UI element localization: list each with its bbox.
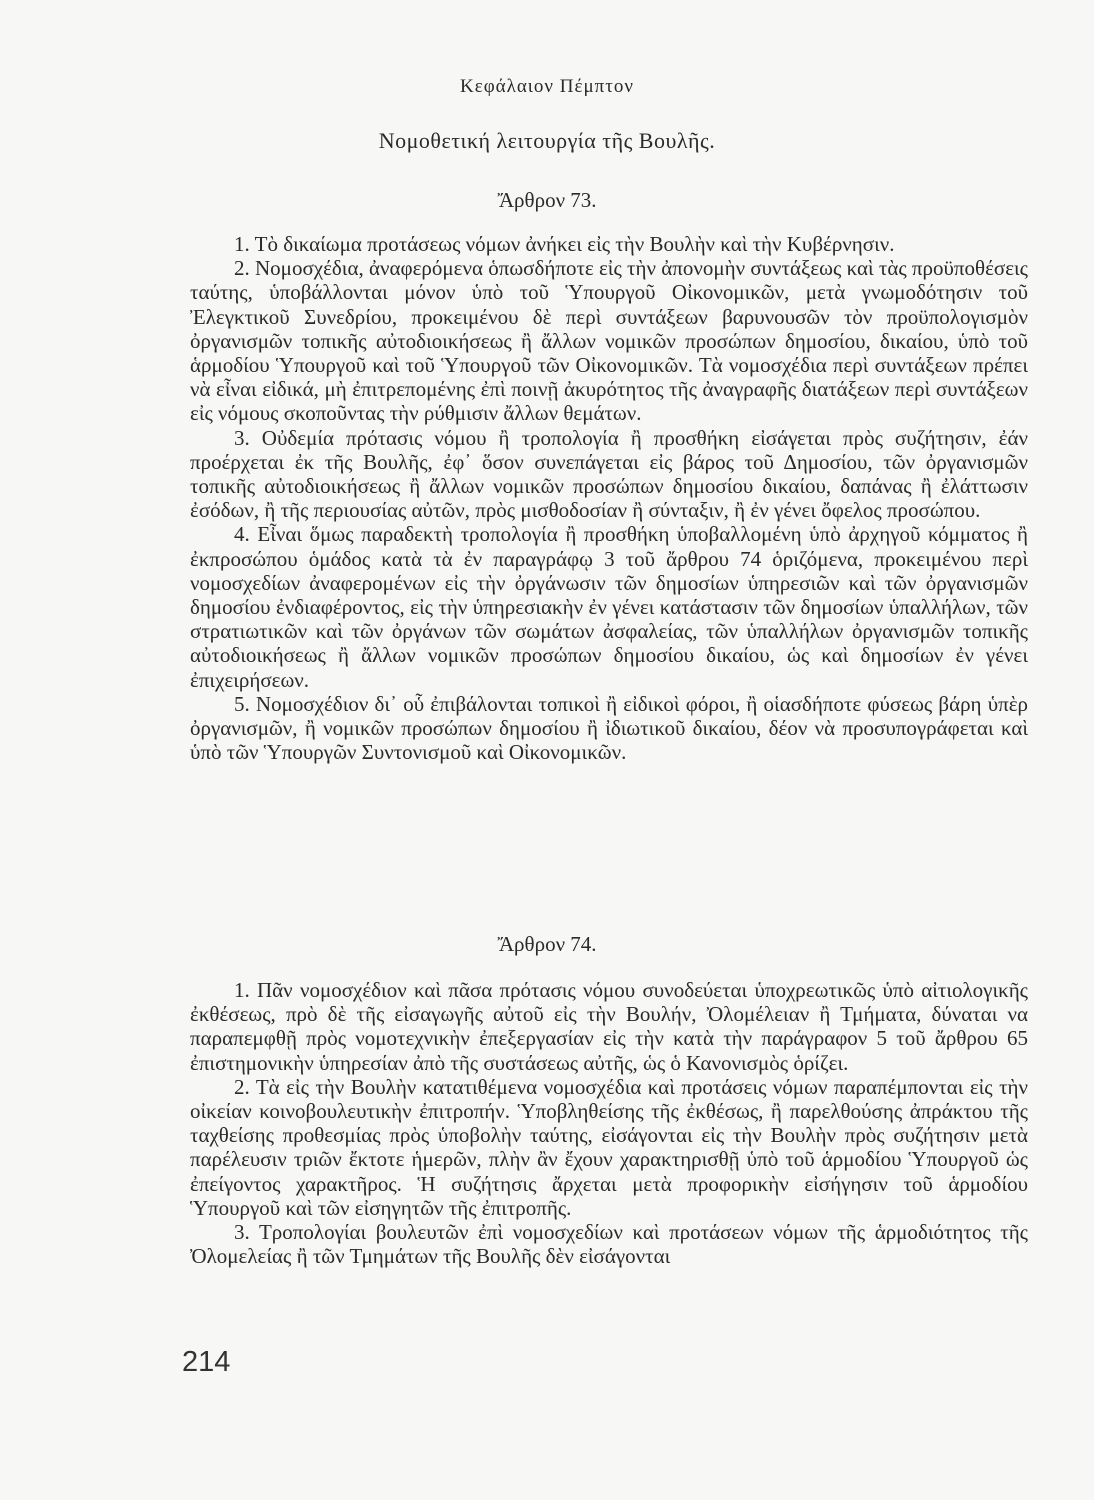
article-73-paragraph-4: 4. Εἶναι ὅμως παραδεκτὴ τροπολογία ἢ προσθήκη ὑποβαλλομένη ὑπὸ ἀρχηγοῦ κόμματος ἢ ἐκπροσώπου ὁμάδος κατὰ τὰ ἐν παραγράφῳ 3 τοῦ ἄρθρου 74 ὁριζόμενα, προκειμένου περὶ νομοσχεδίων ἀναφερομένων εἰς τὴν ὀργάνωσιν τῶν δημοσίων ὑπηρεσιῶν καὶ τῶν ὀργανισμῶν δημοσίου ἐνδιαφέροντος, εἰς τὴν ὑπηρεσιακὴν ἐν γένει κατάστασιν τῶν δημοσίων ὑπαλλήλων, τῶν στρατιωτικῶν καὶ τῶν ὀργάνων τῶν σωμάτων ἀσφαλείας, τῶν ὑπαλλήλων ὀργανισμῶν τοπικῆς αὐτοδιοικήσεως ἢ ἄλλων νομικῶν προσώπων δημοσίου δικαίου, ὡς καὶ δημοσίων ἐν γένει ἐπιχειρήσεων.	[190, 522, 1028, 692]
article-73-heading: Ἄρθρον 73.	[497, 188, 597, 212]
article-74-heading: Ἄρθρον 74.	[497, 932, 597, 956]
article-73-paragraph-2: 2. Νομοσχέδια, ἀναφερόμενα ὁπωσδήποτε εἰς τὴν ἀπονομὴν συντάξεως καὶ τὰς προϋποθέσεις ταύτης, ὑποβάλλονται μόνον ὑπὸ τοῦ Ὑπουργοῦ Οἰκονομικῶν, μετὰ γνωμοδότησιν τοῦ Ἐλεγκτικοῦ Συνεδρίου, προκειμένου δὲ περὶ συντάξεων βαρυνουσῶν τὸν προϋπολογισμὸν ὀργανισμῶν τοπικῆς αὐτοδιοικήσεως ἢ ἄλλων νομικῶν προσώπων δημοσίου, δικαίου, ὑπὸ τοῦ ἁρμοδίου Ὑπουργοῦ καὶ τοῦ Ὑπουργοῦ τῶν Οἰκονομικῶν. Τὰ νομοσχέδια περὶ συντάξεων πρέπει νὰ εἶναι εἰδικά, μὴ ἐπιτρεπομένης ἐπὶ ποινῇ ἀκυρότητος τῆς ἀναγραφῆς διατάξεων περὶ συντάξεων εἰς νόμους σκοποῦντας τὴν ρύθμισιν ἄλλων θεμάτων.	[190, 256, 1028, 426]
article-73-body	[190, 232, 1028, 764]
page-number: 214	[182, 1346, 231, 1378]
chapter-title: Κεφάλαιον Πέμπτον	[460, 76, 634, 97]
article-74-body	[190, 978, 1028, 1268]
article-73-paragraph-5: 5. Νομοσχέδιον δι᾿ οὗ ἐπιβάλονται τοπικοὶ ἢ εἰδικοὶ φόροι, ἢ οἱασδήποτε φύσεως βάρη ὑπὲρ ὀργανισμῶν, ἢ νομικῶν προσώπων δημοσίου ἢ ἰδιωτικοῦ δικαίου, δέον νὰ προσυπογράφεται καὶ ὑπὸ τῶν Ὑπουργῶν Συντονισμοῦ καὶ Οἰκονομικῶν.	[190, 691, 1028, 765]
article-73-paragraph-3: 3. Οὐδεμία πρότασις νόμου ἢ τροπολογία ἢ προσθήκη εἰσάγεται πρὸς συζήτησιν, ἐάν προέρχεται ἐκ τῆς Βουλῆς, ἐφ᾿ ὅσον συνεπάγεται εἰς βάρος τοῦ Δημοσίου, τῶν ὀργανισμῶν τοπικῆς αὐτοδιοικήσεως ἢ ἄλλων νομικῶν προσώπων δημοσίου δικαίου, δαπάνας ἢ ἐλάττωσιν ἐσόδων, ἢ τῆς περιουσίας αὐτῶν, πρὸς μισθοδοσίαν ἢ σύνταξιν, ἢ ἐν γένει ὄφελος προσώπου.	[190, 425, 1028, 523]
section-title: Νομοθετική λειτουργία τῆς Βουλῆς.	[378, 128, 716, 153]
article-74-paragraph-1: 1. Πᾶν νομοσχέδιον καὶ πᾶσα πρότασις νόμου συνοδεύεται ὑποχρεωτικῶς ὑπὸ αἰτιολογικῆς ἐκθέσεως, πρὸ δὲ τῆς εἰσαγωγῆς αὐτοῦ εἰς τὴν Βουλήν, Ὀλομέλειαν ἢ Τμήματα, δύναται να παραπεμφθῇ πρὸς νομοτεχνικὴν ἐπεξεργασίαν εἰς τὴν κατὰ τὴν παράγραφον 5 τοῦ ἄρθρου 65 ἐπιστημονικὴν ὑπηρεσίαν ἀπὸ τῆς συστάσεως αὐτῆς, ὡς ὁ Κανονισμὸς ὁρίζει.	[190, 978, 1028, 1075]
article-73-paragraph-1: 1. Τὸ δικαίωμα προτάσεως νόμων ἀνήκει εἰς τὴν Βουλὴν καὶ τὴν Κυβέρνησιν.	[234, 232, 895, 256]
article-74-paragraph-2: 2. Τὰ εἰς τὴν Βουλὴν κατατιθέμενα νομοσχέδια καὶ προτάσεις νόμων παραπέμπονται εἰς τὴν οἰκείαν κοινοβουλευτικὴν ἐπιτροπήν. Ὑποβληθείσης τῆς ἐκθέσως, ἢ παρελθούσης ἀπράκτου τῆς ταχθείσης προθεσμίας πρὸς ὑποβολὴν ταύτης, εἰσάγονται εἰς τὴν Βουλὴν πρὸς συζήτησιν μετὰ παρέλευσιν τριῶν ἔκτοτε ἡμερῶν, πλὴν ἂν ἔχουν χαρακτηρισθῇ ὑπὸ τοῦ ἁρμοδίου Ὑπουργοῦ ὡς ἐπείγοντος χαρακτῆρος. Ἡ συζήτησις ἄρχεται μετὰ προφορικὴν εἰσήγησιν τοῦ ἁρμοδίου Ὑπουργοῦ καὶ τῶν εἰσηγητῶν τῆς ἐπιτροπῆς.	[190, 1074, 1028, 1220]
article-74-paragraph-3: 3. Τροπολογίαι βουλευτῶν ἐπὶ νομοσχεδίων καὶ προτάσεων νόμων τῆς ἁρμοδιότητος τῆς Ὀλομελείας ἢ τῶν Τμημάτων τῆς Βουλῆς δὲν εἰσάγονται	[190, 1220, 1028, 1269]
